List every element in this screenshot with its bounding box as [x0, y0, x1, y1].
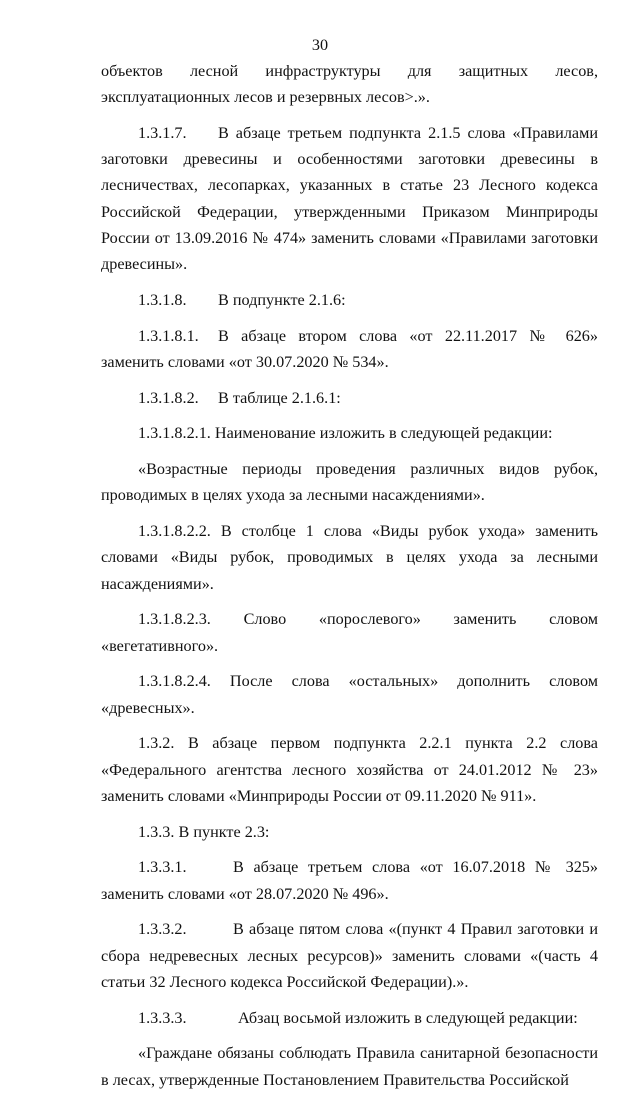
document-body [101, 58, 598, 1093]
paragraph [101, 1005, 598, 1031]
paragraph [101, 916, 598, 995]
paragraph-text: объектов лесной инфраструктуры для защитных лесов, эксплуатационных лесов и резервных лесов>.». [101, 62, 598, 107]
paragraph [101, 668, 598, 720]
paragraph-number: 1.3.3.3. [138, 1008, 187, 1027]
paragraph-number: 1.3.3.1. [138, 858, 187, 877]
paragraph-text: 1.3.1.8.2.4. После слова «остальных» дополнить словом «древесных». [101, 672, 598, 717]
paragraph-number: 1.3.1.7. [138, 124, 187, 142]
paragraph-text: 1.3.1.8.2.1. Наименование изложить в следующей редакции: [138, 424, 553, 443]
paragraph-number: 1.3.1.8. [138, 290, 187, 309]
paragraph [101, 323, 598, 375]
paragraph-text: 1.3.3. В пункте 2.3: [138, 822, 270, 841]
paragraph [101, 819, 598, 845]
paragraph [101, 287, 598, 313]
paragraph-number: 1.3.1.8.1. [138, 326, 199, 345]
paragraph-text: В абзаце втором слова «от 22.11.2017 № 626» заменить словами «от 30.07.2020 № 534». [101, 326, 598, 371]
paragraph-text: «Граждане обязаны соблюдать Правила санитарной безопасности в лесах, утвержденные Постановлением Правительства Российской [101, 1044, 598, 1089]
paragraph-text: В абзаце третьем слова «от 16.07.2018 № 325» заменить словами «от 28.07.2020 № 496». [101, 858, 598, 903]
paragraph [101, 730, 598, 809]
paragraph [101, 420, 598, 446]
paragraph [101, 854, 598, 906]
paragraph [101, 606, 598, 658]
paragraph [101, 518, 598, 597]
paragraph [101, 456, 598, 508]
paragraph-text: В абзаце третьем подпункта 2.1.5 слова «Правилами заготовки древесины и особенностями заготовки древесины в лесничествах, лесопарках, указанных в статье 23 Лесного кодекса Российской Федерации, утвержденными Приказом Минприроды России от 13.09.2016 № 474» заменить словами «Правилами заготовки древесины». [101, 124, 598, 274]
paragraph-number: 1.3.1.8.2. [138, 388, 199, 407]
paragraph-text: 1.3.2. В абзаце первом подпункта 2.2.1 пункта 2.2 слова «Федерального агентства лесного хозяйства от 24.01.2012 № 23» заменить словами «Минприроды России от 09.11.2020 № 911». [101, 734, 598, 805]
paragraph [101, 1040, 598, 1092]
paragraph-text: 1.3.1.8.2.2. В столбце 1 слова «Виды рубок ухода» заменить словами «Виды рубок, проводимых в целях ухода за лесными насаждениями». [101, 522, 598, 593]
paragraph-text: В подпункте 2.1.6: [218, 290, 346, 309]
paragraph-number: 1.3.3.2. [138, 920, 187, 939]
paragraph [101, 120, 598, 277]
paragraph-text: «Возрастные периоды проведения различных видов рубок, проводимых в целях ухода за лесными насаждениями». [101, 460, 598, 505]
paragraph [101, 385, 598, 411]
paragraph [101, 58, 598, 110]
page-number: 30 [311, 36, 329, 54]
paragraph-text: В абзаце пятом слова «(пункт 4 Правил заготовки и сбора недревесных лесных ресурсов)» заменить словами «(часть 4 статьи 32 Лесного кодекса Российской Федерации).». [101, 920, 598, 991]
paragraph-text: В таблице 2.1.6.1: [218, 388, 341, 407]
paragraph-text: 1.3.1.8.2.3. Слово «порослевого» заменить словом «вегетативного». [101, 610, 598, 655]
paragraph-text: Абзац восьмой изложить в следующей редакции: [238, 1008, 578, 1027]
